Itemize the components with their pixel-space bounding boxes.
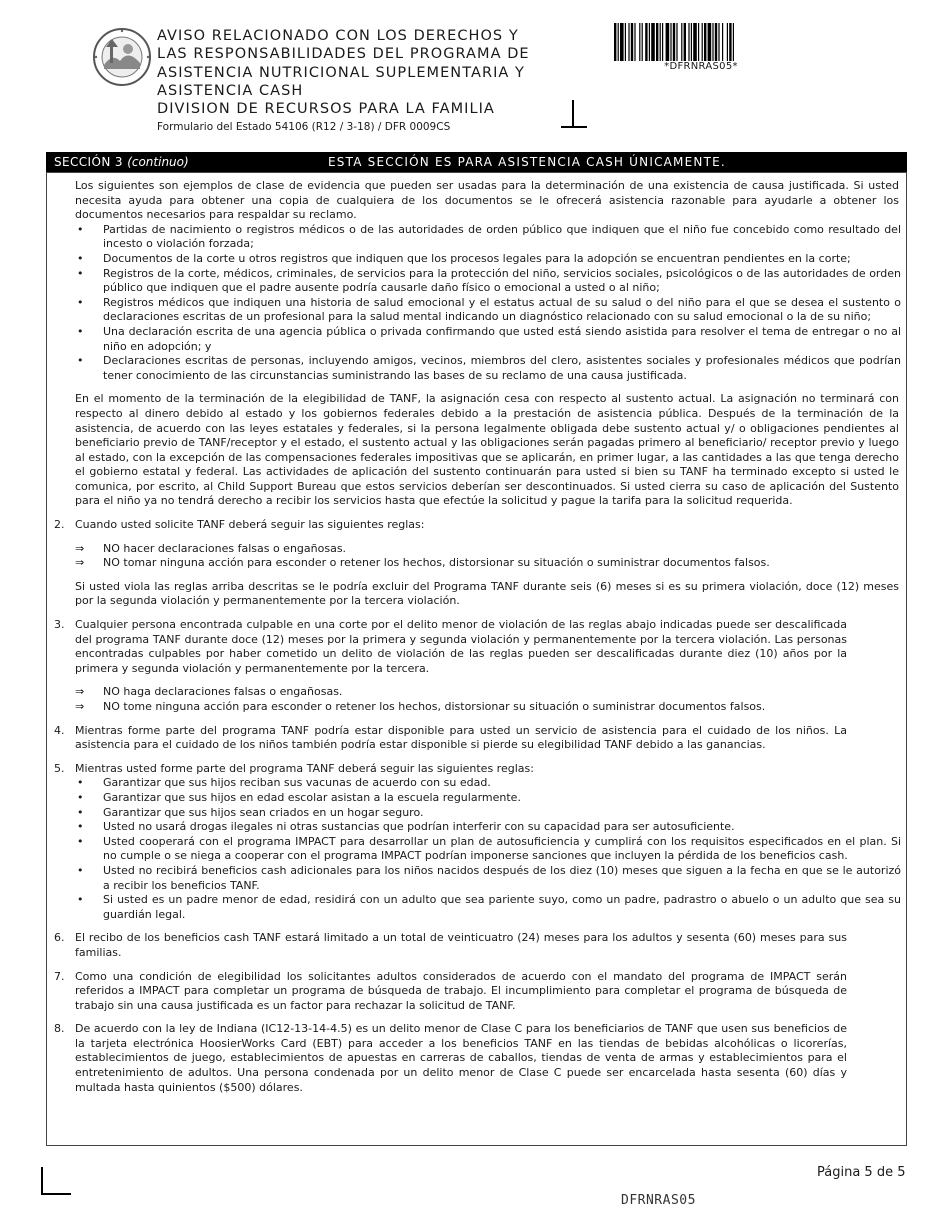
section-label: SECCIÓN 3 (continuo)	[54, 155, 189, 169]
numbered-item-4	[54, 723, 847, 753]
numbered-item-7	[54, 969, 847, 1014]
termination-paragraph: En el momento de la terminación de la elegibilidad de TANF, la asignación cesa con respecto al sustento actual. La asignación no terminará con respecto al dinero debido al estado y los gobiernos federales debido a la prestación de asistencia pública. Después de la terminación de la asistencia, de acuerdo con las leyes estatales y federales, si la persona legalmente obligada debe sustento actual y/ o obligaciones pendientes al beneficiario previo de TANF/receptor y el estado, el sustento actual y las obligaciones serán pagadas primero al beneficiario/ receptor previo y luego al estado, con la excepción de las compensaciones federales impositivas que se aplicarán, en primer lugar, a las cantidades a las que tenga derecho el gobierno estatal y federal. Las actividades de aplicación del sustento continuarán para usted si bien su TANF ha terminado excepto si usted le comunica, por escrito, al Child Support Bureau que estos servicios deberían ser descontinuados. Si usted cierra su caso de aplicación del Sustento para el niño ya no tendrá derecho a recibir los servicios hasta que efectúe la solicitud y pague la tarifa para la solicitud requerida.	[75, 392, 899, 508]
title-line: DIVISION DE RECURSOS PARA LA FAMILIA	[157, 101, 495, 118]
list-item: • Documentos de la corte u otros registros que indiquen que los procesos legales para la adopción se encuentran pendientes en la corte;	[75, 252, 901, 267]
item-text: Cualquier persona encontrada culpable en una corte por el delito menor de violación de las reglas abajo indicadas puede ser descalificada del programa TANF durante doce (12) meses por la primera y segunda violación y permanentemente por la tercera violación. Las personas encontradas culpables por haber cometido un delito de violación de las reglas pueden ser descalificadas durante diez (10) años por la primera y segunda violación y permanentemente por la tercera.	[75, 618, 847, 675]
item-text: El recibo de los beneficios cash TANF estará limitado a un total de veinticuatro (24) meses para los adultos y sesenta (60) meses para sus familias.	[75, 931, 847, 959]
document-title	[157, 27, 577, 118]
list-item: • Garantizar que sus hijos sean criados en un hogar seguro.	[75, 806, 901, 821]
list-item: • Declaraciones escritas de personas, incluyendo amigos, vecinos, miembros del clero, asistentes sociales y profesionales médicos que podrían tener conocimiento de las circunstancias suministrando las bases de su reclamo de una causa justificada.	[75, 354, 901, 383]
title-line: LAS RESPONSABILIDADES DEL PROGRAMA DE	[157, 46, 530, 63]
title-line: AVISO RELACIONADO CON LOS DERECHOS Y	[157, 28, 519, 44]
numbered-item-2	[54, 518, 905, 533]
list-item: ⇒ NO hacer declaraciones falsas o engañosas.	[75, 542, 899, 557]
item-text: Como una condición de elegibilidad los solicitantes adultos considerados de acuerdo con el mandato del programa de IMPACT serán referidos a IMPACT para completar un programa de búsqueda de trabajo. El incumplimiento para completar el programa de búsqueda de trabajo sin una causa justificada es un factor para rechazar la solicitud de TANF.	[75, 969, 847, 1012]
item-number: 7.	[54, 969, 65, 983]
list-item: • Usted cooperará con el programa IMPACT para desarrollar un plan de autosuficiencia y cumplirá con los requisitos especificados en el plan. Si no cumple o se niega a cooperar con el programa IMPACT podrían imponerse sanciones que incluyen la pérdida de los beneficios cash.	[75, 835, 901, 864]
list-item: ⇒ NO tomar ninguna acción para esconder o retener los hechos, distorsionar su situación o suministrar documentos falsos.	[75, 556, 899, 571]
section-content	[47, 179, 905, 1095]
title-line: ASISTENCIA CASH	[157, 82, 304, 99]
item-number: 5.	[54, 761, 65, 775]
list-item: • Una declaración escrita de una agencia pública o privada confirmando que usted está siendo asistida para resolver el tema de entregar o no al niño en adopción; y	[75, 325, 901, 354]
rules-list	[75, 685, 899, 714]
rules-list	[75, 542, 899, 571]
intro-paragraph: Los siguientes son ejemplos de clase de evidencia que pueden ser usadas para la determinación de una existencia de causa justificada. Si usted necesita ayuda para obtener una copia de cualquiera de los documentos se le ofrecerá asistencia razonable para ayudarle a obtener los documentos necesarios para respaldar su reclamo.	[75, 179, 899, 222]
violation-paragraph: Si usted viola las reglas arriba descritas se le podría excluir del Programa TANF durante seis (6) meses si es su primera violación, doce (12) meses por la segunda violación y permanentemente por la tercera violación.	[75, 579, 899, 608]
state-seal-icon	[92, 27, 152, 87]
list-item: • Garantizar que sus hijos en edad escolar asistan a la escuela regularmente.	[75, 791, 901, 806]
list-item: • Partidas de nacimiento o registros médicos o de las autoridades de orden público que indiquen que el niño fue concebido como resultado del incesto o violación forzada;	[75, 223, 901, 252]
numbered-item-5	[54, 761, 905, 777]
numbered-item-3	[54, 618, 847, 676]
item-text: Cuando usted solicite TANF deberá seguir las siguientes reglas:	[75, 518, 425, 532]
item-text: Mientras usted forme parte del programa TANF deberá seguir las siguientes reglas:	[75, 761, 534, 775]
item-number: 2.	[54, 518, 65, 532]
crop-mark-top	[561, 100, 587, 129]
item-text: De acuerdo con la ley de Indiana (IC12-13-14-4.5) es un delito menor de Clase C para los beneficiarios de TANF que usen sus beneficios de la tarjeta electrónica HoosierWorks Card (EBT) para acceder a los beneficios TANF en las tiendas de bebidas alcohólicas o licorerías, establecimientos de juego, establecimientos de apuestas en carreras de caballos, tiendas de venta de armas y establecimientos para el entretenimiento de adultos. Una persona condenada por un delito menor de Clase C puede ser encarcelada hasta sesenta (60) días y multada hasta quinientos ($500) dólares.	[75, 1022, 847, 1094]
item-number: 4.	[54, 723, 65, 737]
item-text: Mientras forme parte del programa TANF podría estar disponible para usted un servicio de asistencia para el cuidado de los niños. La asistencia para el cuidado de los niños también podría estar disponible si pierde su elegibilidad TANF debido a las ganancias.	[75, 723, 847, 752]
evidence-list	[75, 223, 901, 384]
page-number: Página 5 de 5	[817, 1165, 906, 1180]
list-item: ⇒ NO tome ninguna acción para esconder o retener los hechos, distorsionar su situación o suministrar documentos falsos.	[75, 700, 899, 715]
barcode-text: *DFRNRAS05*	[664, 61, 738, 72]
section-header	[46, 152, 907, 172]
numbered-item-8	[54, 1022, 847, 1095]
item-number: 3.	[54, 618, 65, 632]
list-item: • Usted no recibirá beneficios cash adicionales para los niños nacidos después de los diez (10) meses que siguen a la fecha en que se le autorizó a recibir los beneficios TANF.	[75, 864, 901, 893]
barcode	[614, 23, 788, 61]
list-item: • Registros de la corte, médicos, criminales, de servicios para la protección del niño, servicios sociales, psicológicos o de las autoridades de orden público que indiquen que el padre ausente podría causarle daño físico o emocional a usted o al niño;	[75, 267, 901, 296]
list-item: ⇒ NO haga declaraciones falsas o engañosas.	[75, 685, 899, 700]
numbered-item-6	[54, 931, 847, 960]
list-item: • Garantizar que sus hijos reciban sus vacunas de acuerdo con su edad.	[75, 776, 901, 791]
form-number: Formulario del Estado 54106 (R12 / 3-18) / DFR 0009CS	[157, 121, 451, 133]
list-item: • Si usted es un padre menor de edad, residirá con un adulto que sea pariente suyo, como un padre, padrastro o abuelo o un adulto que sea su guardián legal.	[75, 893, 901, 922]
list-item: • Usted no usará drogas ilegales ni otras sustancias que podrían interferir con su capacidad para ser autosuficiente.	[75, 820, 901, 835]
list-item: • Registros médicos que indiquen una historia de salud emocional y el estatus actual de su salud o del niño para el que se desea el sustento o declaraciones escritas de un profesional para la salud mental indicando un diagnóstico relacionado con su salud emocional o la de su niño;	[75, 296, 901, 325]
item-number: 8.	[54, 1022, 65, 1036]
item-number: 6.	[54, 931, 65, 945]
section-title: ESTA SECCIÓN ES PARA ASISTENCIA CASH ÚNICAMENTE.	[328, 155, 726, 169]
tanf-rules-list	[75, 776, 901, 922]
footer-form-code: DFRNRAS05	[621, 1193, 696, 1208]
title-line: ASISTENCIA NUTRICIONAL SUPLEMENTARIA Y	[157, 64, 525, 81]
crop-mark-bottom	[41, 1167, 71, 1197]
